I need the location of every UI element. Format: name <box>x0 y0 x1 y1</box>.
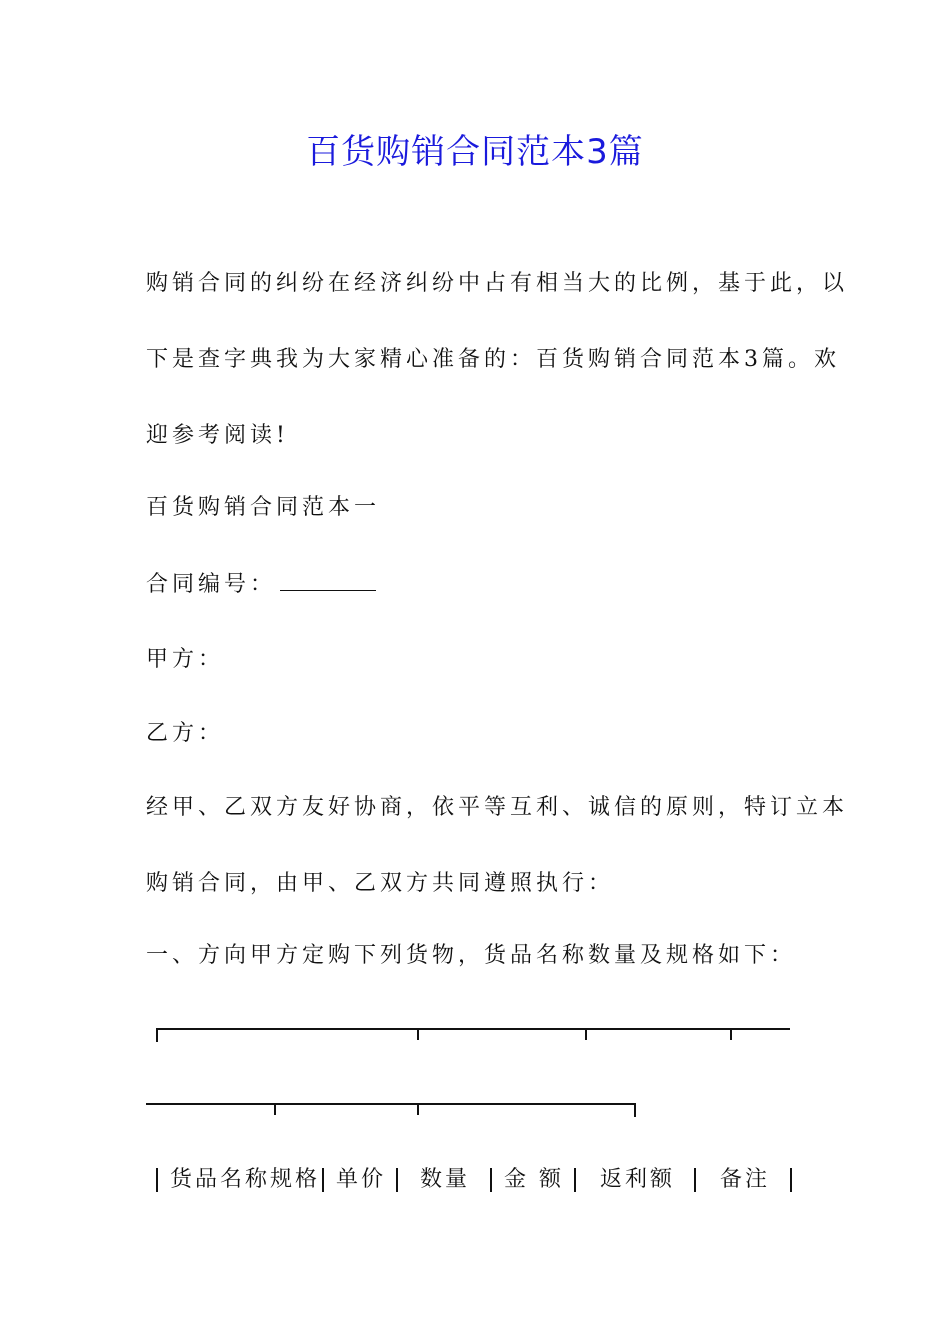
document-title: 百货购销合同范本3篇 <box>306 132 644 172</box>
party-b-line: 乙方： <box>146 721 225 746</box>
table-second-divider <box>417 1103 419 1115</box>
contract-number-label: 合同编号： <box>146 572 277 597</box>
section-heading: 百货购销合同范本一 <box>146 495 381 520</box>
table-header-name: 货品名称规格 <box>170 1167 321 1192</box>
table-cell-border <box>156 1168 158 1192</box>
table-cell-border <box>396 1168 398 1192</box>
table-top-rule <box>156 1028 790 1030</box>
contract-number-blank <box>280 568 376 591</box>
table-header-price: 单价 <box>336 1167 387 1192</box>
table-header-rebate: 返利额 <box>600 1167 676 1192</box>
table-cell-border <box>790 1168 792 1192</box>
table-header-row <box>148 1164 808 1198</box>
table-second-rule <box>146 1103 636 1105</box>
table-top-divider <box>585 1028 587 1040</box>
table-second-corner <box>634 1103 636 1117</box>
agreement-line-2: 购销合同，由甲、乙双方共同遵照执行： <box>146 871 615 896</box>
table-second-divider <box>274 1103 276 1115</box>
table-cell-border <box>490 1168 492 1192</box>
agreement-line-1: 经甲、乙双方友好协商，依平等互利、诚信的原则，特订立本 <box>146 795 849 820</box>
table-top-divider <box>417 1028 419 1040</box>
intro-line-1: 购销合同的纠纷在经济纠纷中占有相当大的比例，基于此，以 <box>146 271 849 296</box>
table-cell-border <box>694 1168 696 1192</box>
table-header-remarks: 备注 <box>720 1167 771 1192</box>
table-cell-border <box>574 1168 576 1192</box>
intro-line-2: 下是查字典我为大家精心准备的：百货购销合同范本3篇。欢 <box>146 347 840 372</box>
table-header-amount: 金 额 <box>504 1167 564 1192</box>
table-top-corner <box>156 1028 158 1042</box>
intro-line-3: 迎参考阅读! <box>146 423 289 448</box>
contract-number-line <box>146 568 376 601</box>
table-cell-border <box>322 1168 324 1192</box>
table-top-divider <box>730 1028 732 1040</box>
table-header-quantity: 数量 <box>420 1167 471 1192</box>
party-a-line: 甲方： <box>146 647 225 672</box>
clause-one-line: 一、方向甲方定购下列货物，货品名称数量及规格如下： <box>146 943 797 968</box>
